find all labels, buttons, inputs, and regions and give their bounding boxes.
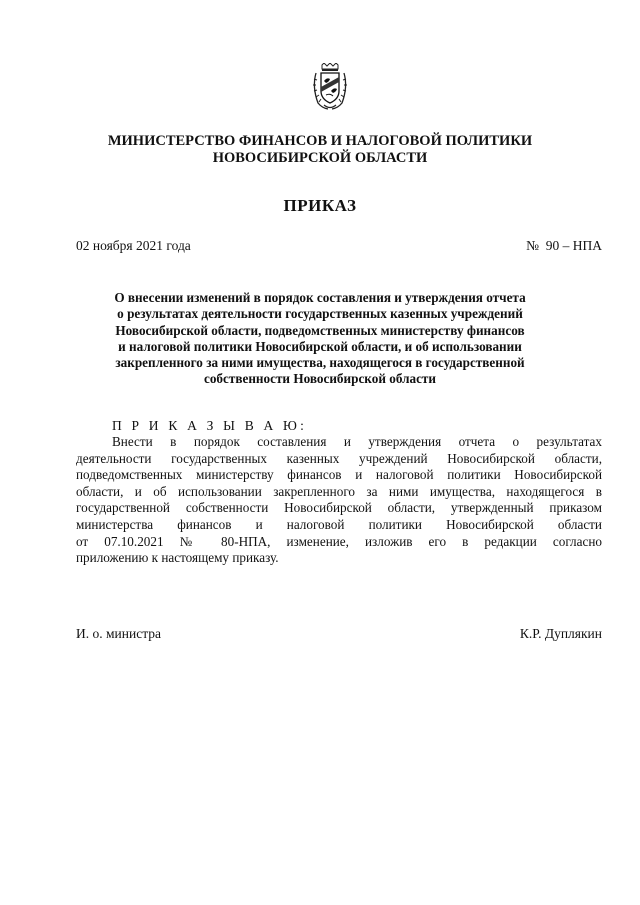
subject-line: О внесении изменений в порядок составления и утверждения отчета — [114, 290, 526, 305]
order-subject — [40, 290, 600, 388]
subject-line: закрепленного за ними имущества, находящегося в государственной — [115, 355, 525, 371]
body-line: государственной собственности Новосибирской области, утвержденный приказом — [76, 500, 602, 516]
ministry-name-line-2: НОВОСИБИРСКОЙ ОБЛАСТИ — [212, 150, 428, 166]
order-number: № 90 – НПА — [526, 238, 602, 253]
coat-of-arms-icon — [310, 63, 350, 111]
ministry-name-line-1: МИНИСТЕРСТВО ФИНАНСОВ И НАЛОГОВОЙ ПОЛИТИКИ — [107, 133, 533, 149]
body-line: Внести в порядок составления и утверждения отчета о результатах — [112, 434, 602, 449]
subject-line: Новосибирской области, подведомственных министерству финансов — [115, 322, 525, 338]
body-line: от 07.10.2021 № 80-НПА, изменение, изложив его в редакции согласно — [76, 533, 602, 549]
directive-word: П Р И К А З Ы В А Ю: — [112, 418, 308, 433]
order-body — [76, 434, 602, 567]
body-line: подведомственных министерству финансов и налоговой политики Новосибирской — [76, 467, 602, 483]
order-title: ПРИКАЗ — [283, 196, 357, 215]
body-line: деятельности государственных казенных учреждений Новосибирской области, — [76, 450, 602, 466]
ministry-name — [40, 133, 600, 167]
signer-role: И. о. министра — [76, 626, 162, 641]
body-line: приложению к настоящему приказу. — [76, 550, 279, 566]
subject-line: и налоговой политики Новосибирской области, и об использовании — [118, 338, 522, 354]
subject-line: о результатах деятельности государственных казенных учреждений — [117, 306, 523, 322]
coat-of-arms-svg — [310, 63, 350, 111]
body-line: области, и об использовании закрепленного за ними имущества, находящегося в — [76, 483, 602, 499]
subject-line: собственности Новосибирской области — [203, 371, 437, 387]
signer-name: К.Р. Дуплякин — [519, 626, 602, 641]
body-line: министерства финансов и налоговой политики Новосибирской области — [76, 516, 602, 532]
order-date: 02 ноября 2021 года — [76, 238, 191, 253]
